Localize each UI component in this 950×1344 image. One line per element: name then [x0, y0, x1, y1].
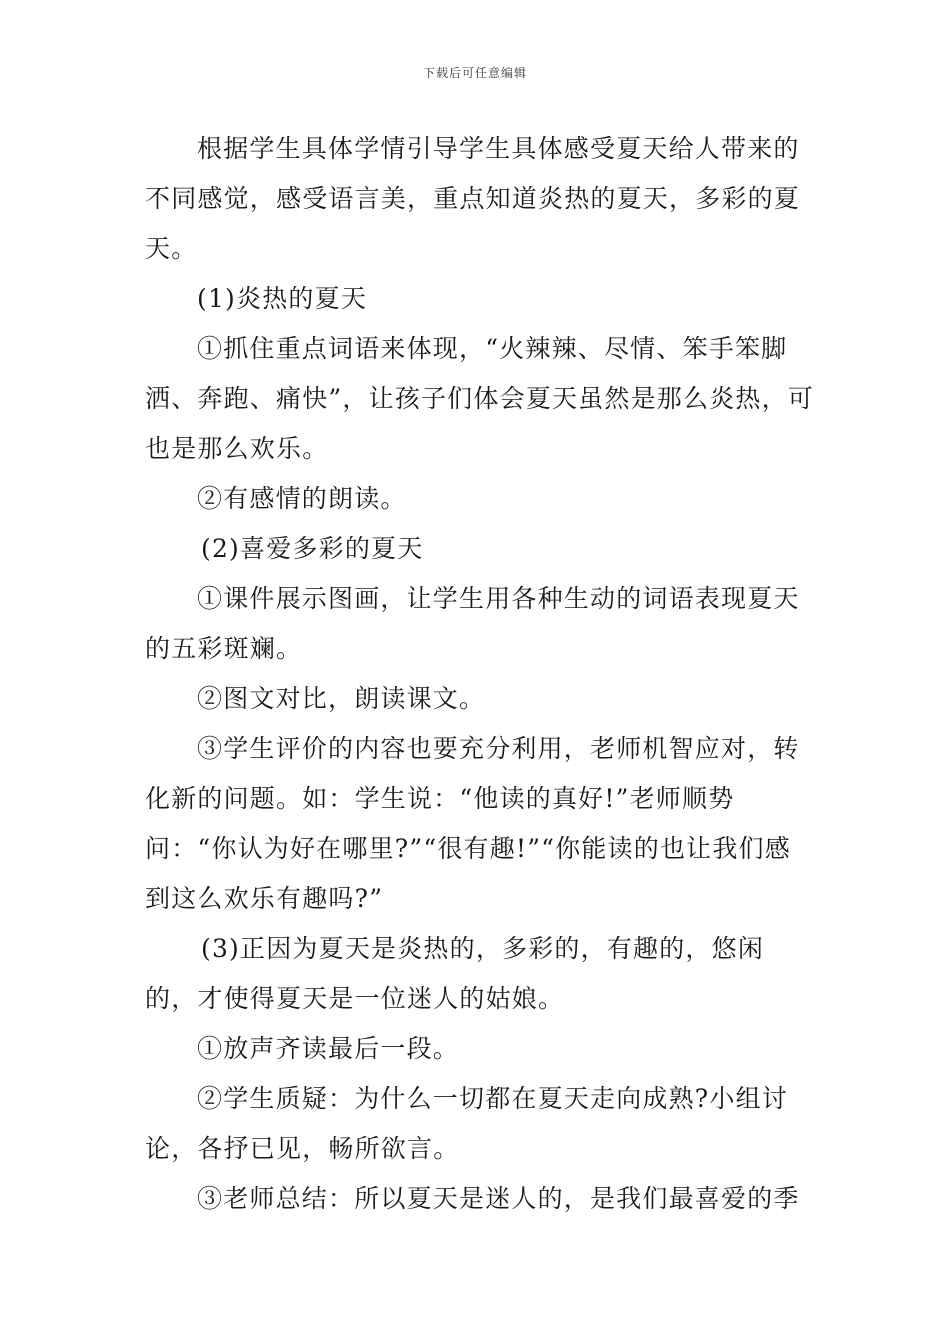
paragraph-summary: ③老师总结：所以夏天是迷人的，是我们最喜爱的季 — [197, 1184, 800, 1213]
paragraph-key-words: ①抓住重点词语来体现，“火辣辣、尽情、笨手笨脚洒、奔跑、痛快”，让孩子们体会夏天虽然是那么炎热，可也是那么欢乐。 — [145, 334, 814, 463]
paragraph-evaluation: ③学生评价的内容也要充分利用，老师机智应对，转化新的问题。如：学生说：“他读的真好!”老师顺势问：“你认为好在哪里?”“很有趣!”“你能读的也让我们感到这么欢乐有趣吗?” — [145, 734, 800, 913]
document-body — [145, 124, 815, 1224]
paragraph-intro: 根据学生具体学情引导学生具体感受夏天给人带来的不同感觉，感受语言美，重点知道炎热的夏天，多彩的夏天。 — [145, 134, 801, 263]
section-heading-charming-summer: (3)正因为夏天是炎热的，多彩的，有趣的，悠闲的，才使得夏天是一位迷人的姑娘。 — [145, 934, 765, 1013]
paragraph-compare: ②图文对比，朗读课文。 — [197, 684, 486, 713]
section-heading-hot-summer: (1)炎热的夏天 — [197, 284, 368, 313]
paragraph-read-aloud: ①放声齐读最后一段。 — [197, 1034, 460, 1063]
download-note: 下载后可任意编辑 — [422, 66, 527, 80]
paragraph-reading: ②有感情的朗读。 — [197, 484, 407, 513]
paragraph-questions: ②学生质疑：为什么一切都在夏天走向成熟?小组讨论，各抒已见，畅所欲言。 — [145, 1084, 789, 1163]
section-heading-colorful-summer: (2)喜爱多彩的夏天 — [201, 534, 424, 563]
paragraph-courseware: ①课件展示图画，让学生用各种生动的词语表现夏天的五彩斑斓。 — [145, 584, 800, 663]
